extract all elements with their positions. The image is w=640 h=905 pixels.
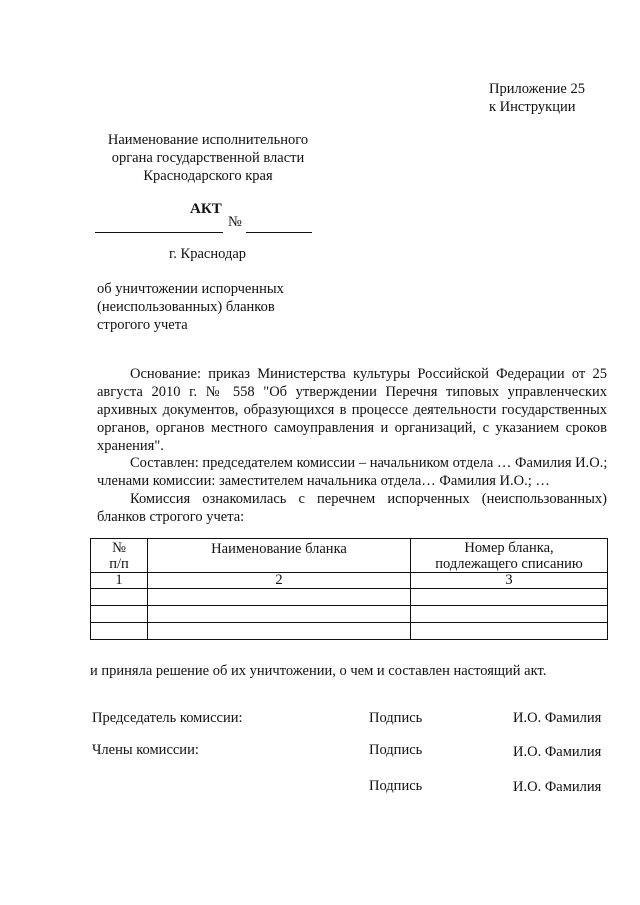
table-cell [411,589,608,606]
header-blank-number [411,539,608,573]
appendix-line-2: к Инструкции [489,99,576,115]
commission-paragraph: Комиссия ознакомилась с перечнем испорченных (неиспользованных) бланков строгого учета: [97,491,607,525]
chair-label: Председатель комиссии: [92,710,243,726]
table-row [91,623,608,640]
number-blank-line [246,232,312,233]
member2-name: И.О. Фамилия [513,779,602,795]
member2-signature: Подпись [369,778,423,794]
table-cell [148,623,411,640]
table-row [91,606,608,623]
numbering-cell-2: 2 [148,573,411,589]
decision-line: и приняла решение об их уничтожении, о чем и составлен настоящий акт. [90,663,547,679]
chair-signature: Подпись [369,710,423,726]
table-cell [148,606,411,623]
header-blank-number-line-2: подлежащего списанию [435,555,583,572]
act-title: АКТ [190,201,222,217]
org-line-2: органа государственной власти [111,150,305,166]
org-line-1: Наименование исполнительного [107,132,309,148]
header-number-line-2: п/п [109,555,129,572]
numbering-cell-1: 1 [91,573,148,589]
header-blank-number-line-1: Номер бланка, [464,539,554,556]
date-blank-line [95,232,223,233]
member1-name: И.О. Фамилия [513,744,602,760]
table-cell [91,606,148,623]
number-sign: № [228,214,242,230]
header-number-line-1: № [112,539,126,556]
table-header-row [91,539,608,573]
chair-name: И.О. Фамилия [513,710,602,726]
subject-line-1: об уничтожении испорченных [97,281,284,297]
header-number [91,539,148,573]
members-line: членами комиссии: заместителем начальника отдела… Фамилия И.О.; … [97,473,550,489]
organization-name [88,131,328,185]
table-row [91,589,608,606]
blanks-table [90,538,608,640]
table-cell [411,623,608,640]
subject-line-3: строгого учета [97,317,188,333]
appendix-label [489,80,585,116]
header-blank-name: Наименование бланка [148,539,411,573]
member1-signature: Подпись [369,742,423,758]
numbering-cell-3: 3 [411,573,608,589]
table-numbering-row [91,573,608,589]
compiled-by-line: Составлен: председателем комиссии – начальником отдела … Фамилия И.О.; [130,455,608,471]
table-cell [148,589,411,606]
basis-paragraph: Основание: приказ Министерства культуры Российской Федерации от 25 августа 2010 г. № 558 "Об утверждении Перечня типовых управленческих архивных документов, образующихся в процессе деятельности государственных органов, органов местного самоуправления и организаций, с указанием сроков хранения". [97,366,607,454]
appendix-line-1: Приложение 25 [489,81,585,97]
table-cell [91,589,148,606]
members-label: Члены комиссии: [92,742,199,758]
table-cell [411,606,608,623]
org-line-3: Краснодарского края [143,168,273,184]
table-cell [91,623,148,640]
subject-line-2: (неиспользованных) бланков [97,299,275,315]
act-subject [97,280,284,334]
city-label: г. Краснодар [169,246,247,262]
